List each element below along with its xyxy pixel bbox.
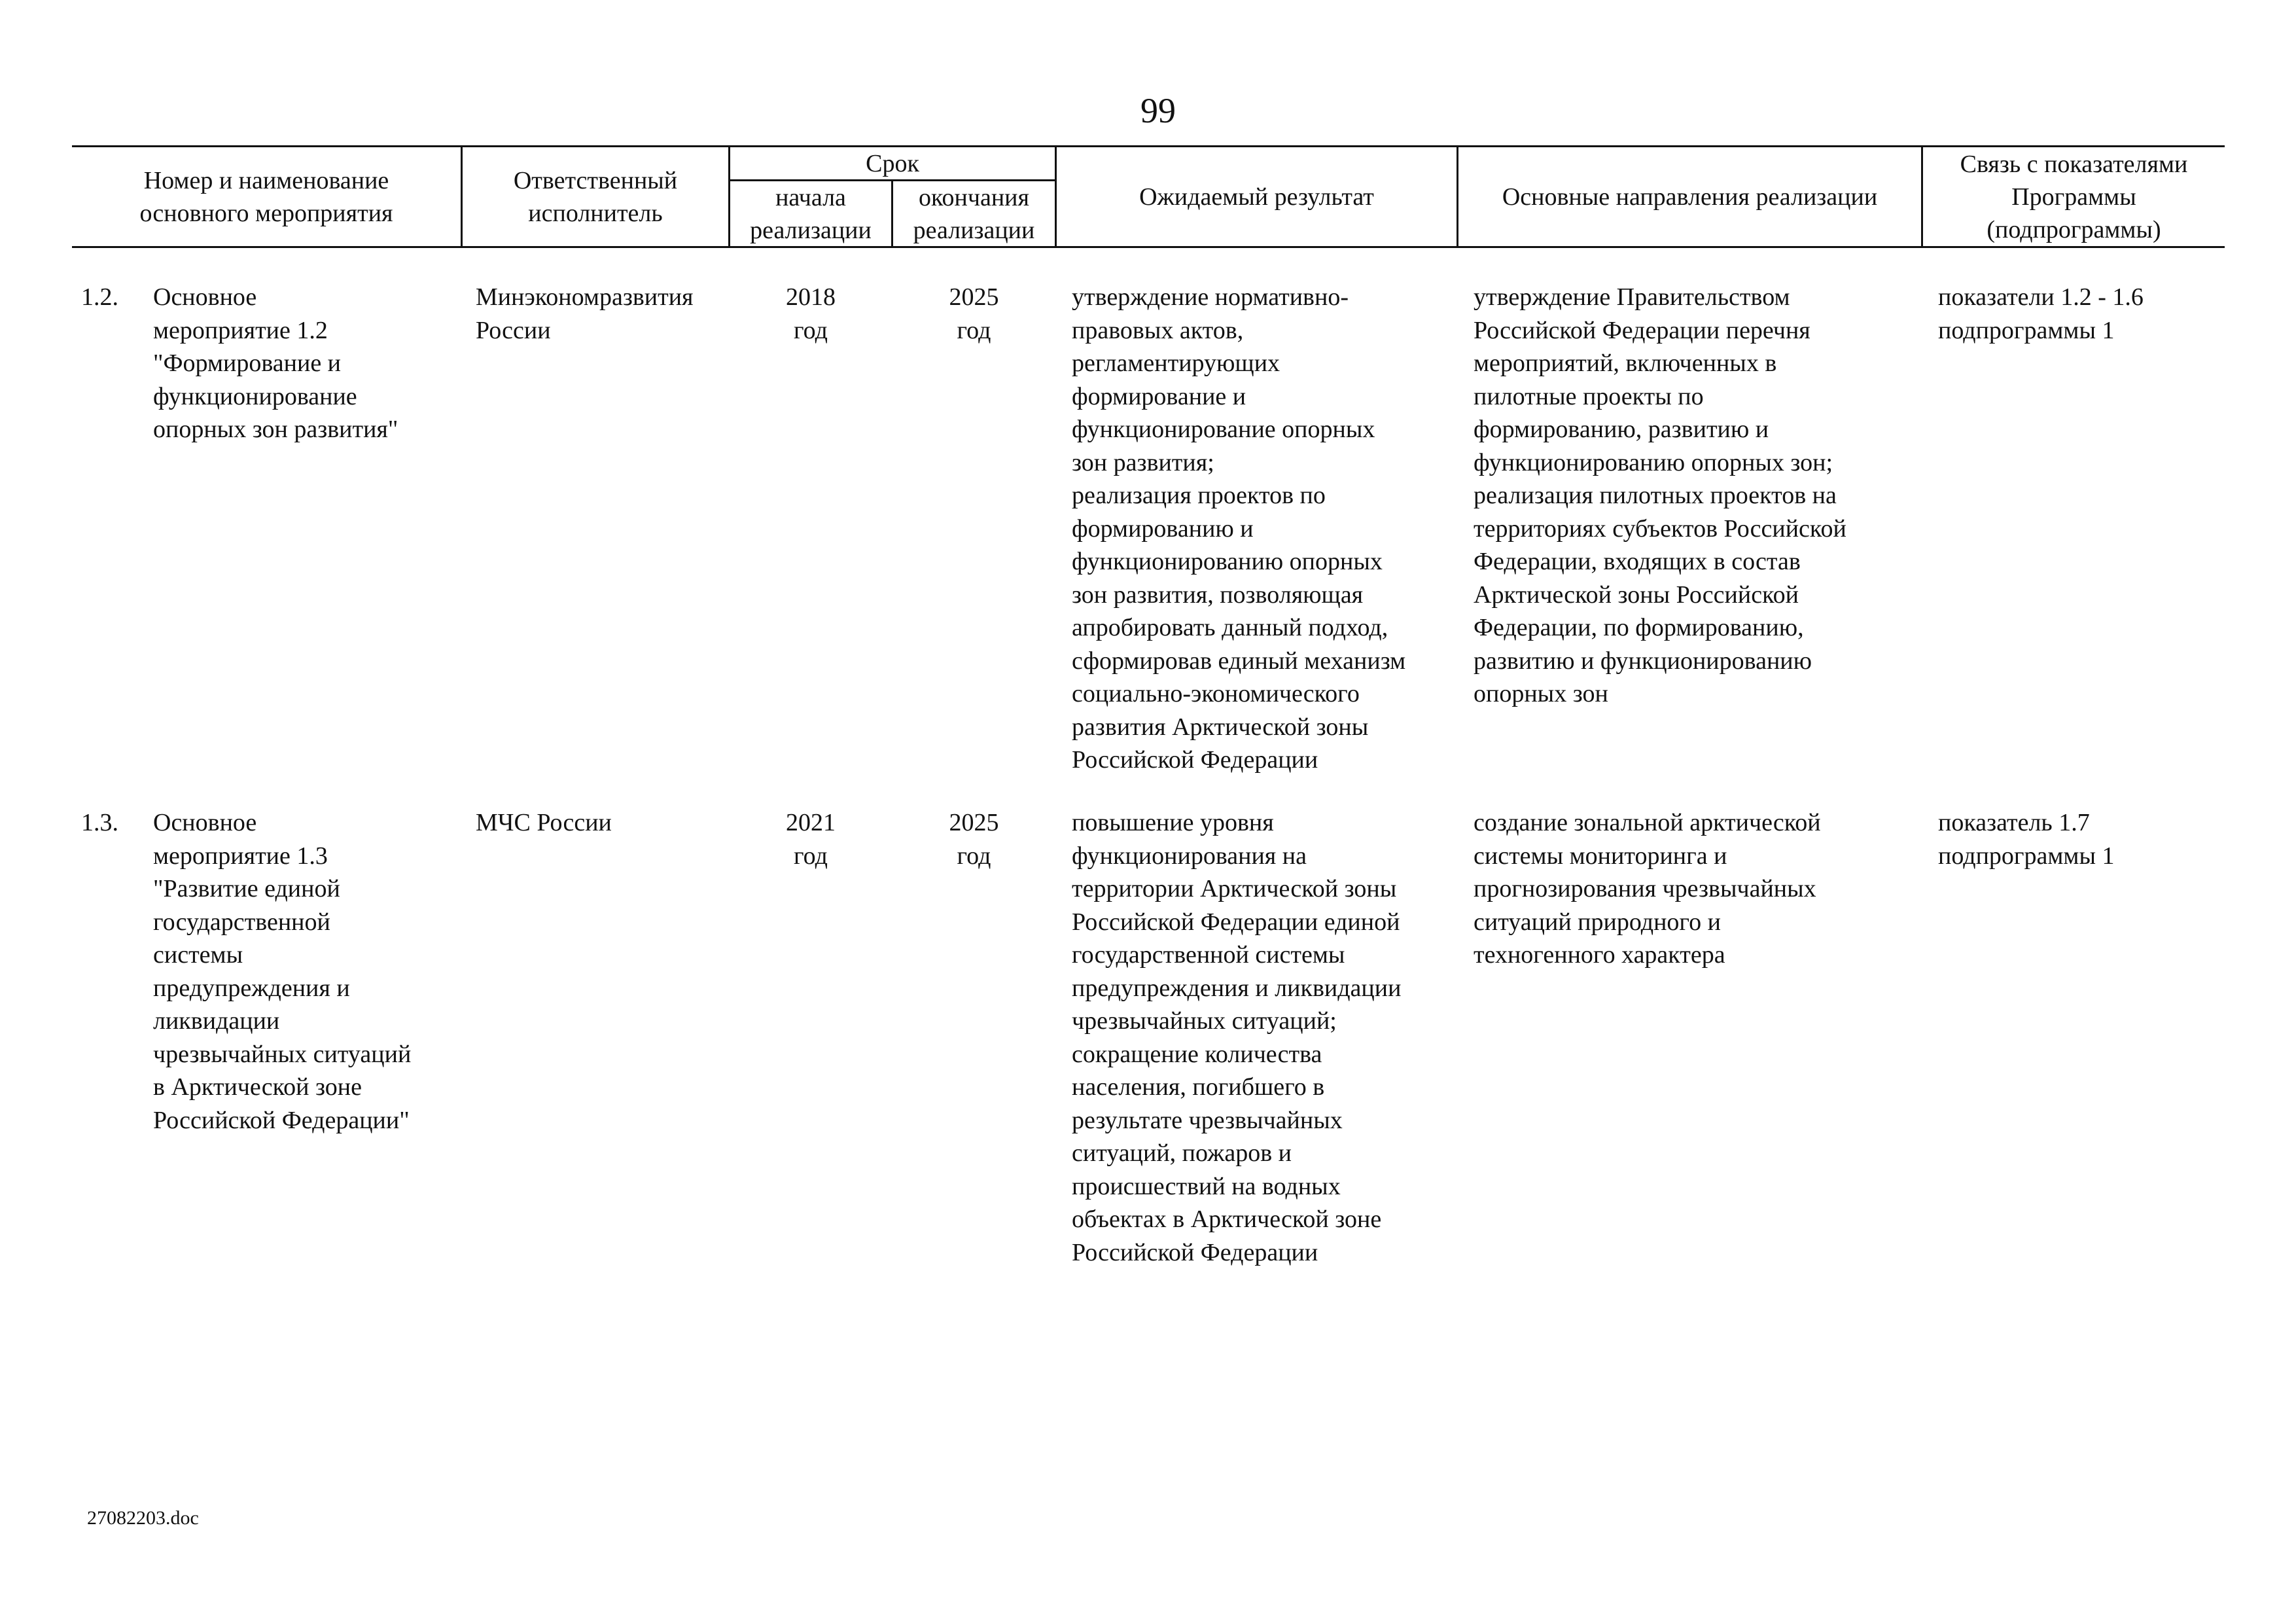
document-footer: 27082203.doc [87, 1507, 199, 1529]
row-link: показатель 1.7 подпрограммы 1 [1938, 809, 2115, 870]
row-name: Основное мероприятие 1.2 "Формирование и функционирование опорных зон развития" [153, 283, 398, 443]
row-executor: МЧС России [476, 809, 612, 836]
row-result: утверждение нормативно- правовых актов, регламентирующих формирование и функционирование опорных зон развития; реализация проектов по формированию и функционированию опорных зон развития, позволяющая апробировать данный подход, сформировав единый механизм социально-экономического развития Арктической зоны Российской Федерации [1072, 283, 1406, 774]
row-start: 2018 год [786, 283, 836, 344]
header-end: окончания реализации [913, 183, 1035, 244]
row-start: 2021 год [786, 809, 836, 870]
header-directions: Основные направления реализации [1502, 183, 1878, 211]
table-header-bottom-rule [72, 246, 2225, 248]
header-link: Связь с показателями Программы (подпрограммы) [1960, 150, 2188, 243]
row-link: показатели 1.2 - 1.6 подпрограммы 1 [1938, 283, 2144, 344]
row-name: Основное мероприятие 1.3 "Развитие единой государственной системы предупреждения и ликвидации чрезвычайных ситуаций в Арктической зоне Российской Федерации" [153, 809, 412, 1134]
row-directions: создание зональной арктической системы мониторинга и прогнозирования чрезвычайных ситуаций природного и техногенного характера [1474, 809, 1821, 969]
header-start: начала реализации [750, 183, 872, 244]
header-term: Срок [866, 149, 919, 177]
header-executor: Ответственный исполнитель [513, 166, 678, 227]
page-number: 99 [1140, 91, 1176, 130]
header-result: Ожидаемый результат [1139, 183, 1374, 211]
row-executor: Минэкономразвития России [476, 283, 694, 344]
row-end: 2025 год [949, 809, 999, 870]
row-result: повышение уровня функционирования на территории Арктической зоны Российской Федерации единой государственной системы предупреждения и ликвидации чрезвычайных ситуаций; сокращение количества населения, погибшего в результате чрезвычайных ситуаций, пожаров и происшествий на водных объектах в Арктической зоне Российской Федерации [1072, 809, 1402, 1266]
row-number: 1.2. [81, 283, 118, 311]
row-directions: утверждение Правительством Российской Федерации перечня мероприятий, включенных в пилотные проекты по формированию, развитию и функционированию опорных зон; реализация пилотных проектов на территориях субъектов Российской Федерации, входящих в состав Арктической зоны Российской Федерации, по формированию, развитию и функционированию опорных зон [1474, 283, 1846, 707]
row-number: 1.3. [81, 809, 118, 836]
row-end: 2025 год [949, 283, 999, 344]
header-name: Номер и наименование основного мероприятия [139, 166, 393, 227]
